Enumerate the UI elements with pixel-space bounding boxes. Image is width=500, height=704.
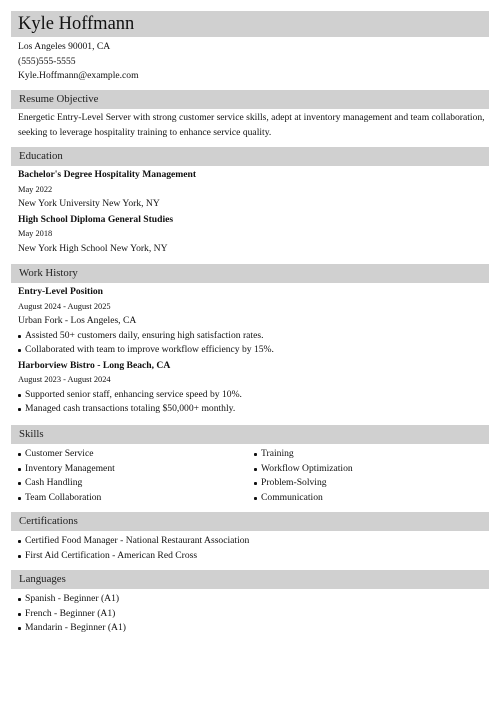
languages-list: [18, 592, 486, 636]
job-employer: Urban Fork - Los Angeles, CA: [18, 315, 137, 326]
bullet-item: Collaborated with team to improve workflow efficiency by 15%.: [18, 343, 486, 358]
skills-column-left: [18, 447, 238, 505]
date: May 2022: [18, 184, 53, 194]
objective-text: Energetic Entry-Level Server with strong customer service skills, adept at inventory management and team collaboration, seeking to leverage hospitality training to enhance service quality.: [18, 112, 485, 138]
degree: High School Diploma General Studies: [18, 213, 174, 225]
certification-item: First Aid Certification - American Red Cross: [18, 549, 486, 564]
section-title: Certifications: [19, 515, 78, 527]
work-list: [18, 285, 486, 417]
language-item: Mandarin - Beginner (A1): [18, 621, 486, 636]
school: New York University New York, NY: [18, 198, 160, 209]
skill-item: Cash Handling: [18, 476, 238, 491]
skill-item: Team Collaboration: [18, 491, 238, 506]
section-header-certifications: [11, 512, 489, 531]
job-dates: August 2023 - August 2024: [18, 375, 111, 384]
education-item: [18, 168, 486, 212]
section-header-skills: [11, 425, 489, 444]
section-header-education: [11, 147, 489, 166]
language-bullets: [18, 592, 486, 636]
contact-info: [18, 40, 139, 84]
skill-item: Customer Service: [18, 447, 238, 462]
education-item: [18, 213, 486, 257]
job-title: Harborview Bistro - Long Beach, CA: [18, 359, 171, 371]
section-header-work-history: [11, 264, 489, 283]
bullet-item: Assisted 50+ customers daily, ensuring high satisfaction rates.: [18, 329, 486, 344]
certification-item: Certified Food Manager - National Restaurant Association: [18, 534, 486, 549]
job-title: Entry-Level Position: [18, 286, 104, 297]
education-list: [18, 168, 486, 256]
section-title: Work History: [19, 267, 78, 279]
section-header-objective: [11, 90, 489, 109]
section-title: Resume Objective: [19, 93, 99, 105]
language-item: Spanish - Beginner (A1): [18, 592, 486, 607]
section-title: Skills: [19, 428, 44, 440]
skill-item: Problem-Solving: [254, 476, 474, 491]
section-header-languages: [11, 570, 489, 589]
job-bullets: [18, 329, 486, 358]
date: May 2018: [18, 229, 53, 238]
skill-item: Inventory Management: [18, 462, 238, 477]
job-entry: [18, 359, 486, 417]
skill-item: Workflow Optimization: [254, 462, 474, 477]
school: New York High School New York, NY: [18, 242, 168, 254]
skill-item: Training: [254, 447, 474, 462]
email: Kyle.Hoffmann@example.com: [18, 70, 139, 81]
skills-column-right: [254, 447, 474, 505]
certifications-list: [18, 534, 486, 563]
bullet-item: Managed cash transactions totaling $50,000+ monthly.: [18, 402, 486, 417]
skill-item: Communication: [254, 491, 474, 506]
skills-list: [254, 447, 474, 505]
bullet-item: Supported senior staff, enhancing service speed by 10%.: [18, 388, 486, 403]
language-item: French - Beginner (A1): [18, 607, 486, 622]
candidate-name: Kyle Hoffmann: [18, 14, 135, 34]
skills-list: [18, 447, 238, 505]
degree: Bachelor's Degree Hospitality Management: [18, 169, 197, 180]
cert-bullets: [18, 534, 486, 563]
job-bullets: [18, 388, 486, 417]
job-dates: August 2024 - August 2025: [18, 301, 111, 311]
phone: (555)555-5555: [18, 55, 76, 67]
location: Los Angeles 90001, CA: [18, 41, 111, 52]
section-title: Education: [19, 150, 63, 162]
job-entry: [18, 285, 486, 358]
section-title: Languages: [19, 573, 66, 585]
